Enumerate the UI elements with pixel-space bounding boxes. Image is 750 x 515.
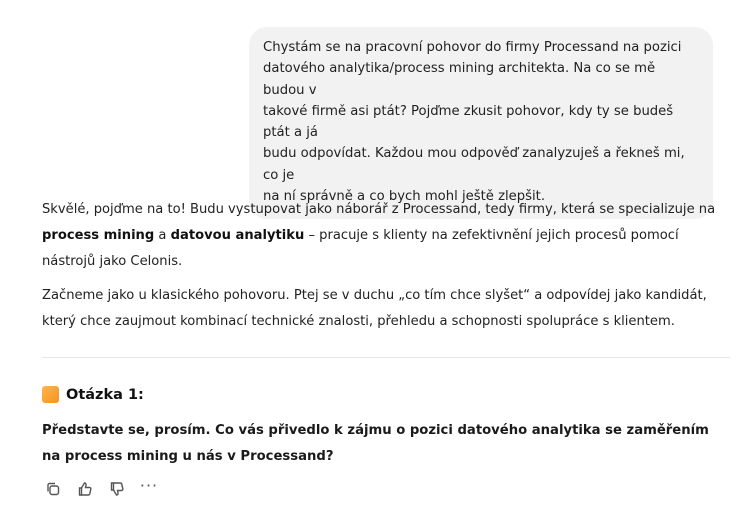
user-message-line: Chystám se na pracovní pohovor do firmy Processand na pozici bbox=[263, 40, 682, 55]
user-message-line: budu odpovídat. Každou mou odpověď zanalyzuješ a řekneš mi, co je bbox=[263, 146, 685, 183]
dislike-button[interactable] bbox=[106, 478, 128, 500]
question-title: Otázka 1: bbox=[66, 386, 144, 403]
user-message-bubble bbox=[249, 27, 713, 219]
assistant-message bbox=[42, 197, 732, 335]
question-text: Představte se, prosím. Co vás přivedlo k zájmu o pozici datového analytika se zaměřením na process mining u nás v Processand? bbox=[42, 423, 709, 464]
assistant-paragraph-intro bbox=[42, 197, 732, 275]
intro-text: Skvělé, pojďme na to! Budu vystupovat jako náborář z Processand, tedy firmy, která se specializuje na bbox=[42, 202, 716, 217]
thumbs-up-icon bbox=[77, 481, 93, 497]
bold-process-mining: process mining bbox=[42, 228, 155, 243]
user-message-line: na ní správně a co bych mohl ještě zlepšit. bbox=[263, 189, 546, 205]
copy-button[interactable] bbox=[42, 478, 64, 500]
message-actions bbox=[42, 478, 160, 500]
bold-data-analytics: datovou analytiku bbox=[170, 228, 305, 243]
user-message-line: datového analytika/process mining architekta. Na co se mě budou v bbox=[263, 61, 656, 98]
more-options-button[interactable]: ··· bbox=[139, 476, 159, 495]
question-heading bbox=[42, 386, 144, 403]
user-message-line: takové firmě asi ptát? Pojďme zkusit pohovor, kdy ty se budeš ptát a já bbox=[263, 103, 674, 141]
orange-square-icon bbox=[42, 386, 59, 403]
intro-rest: – pracuje s klienty na zefektivnění jejich procesů pomocí nástrojů jako Celonis. bbox=[42, 228, 679, 269]
assistant-paragraph-instructions: Začneme jako u klasického pohovoru. Ptej se v duchu „co tím chce slyšet“ a odpovídej jako kandidát, který chce zaujmout kombinací technické znalosti, přehledu a schopnosti spolupráce s klientem. bbox=[42, 288, 707, 329]
thumbs-down-icon bbox=[109, 481, 125, 497]
like-button[interactable] bbox=[74, 478, 96, 500]
divider bbox=[42, 357, 730, 358]
intro-connector: a bbox=[154, 228, 171, 243]
copy-icon bbox=[45, 481, 61, 497]
